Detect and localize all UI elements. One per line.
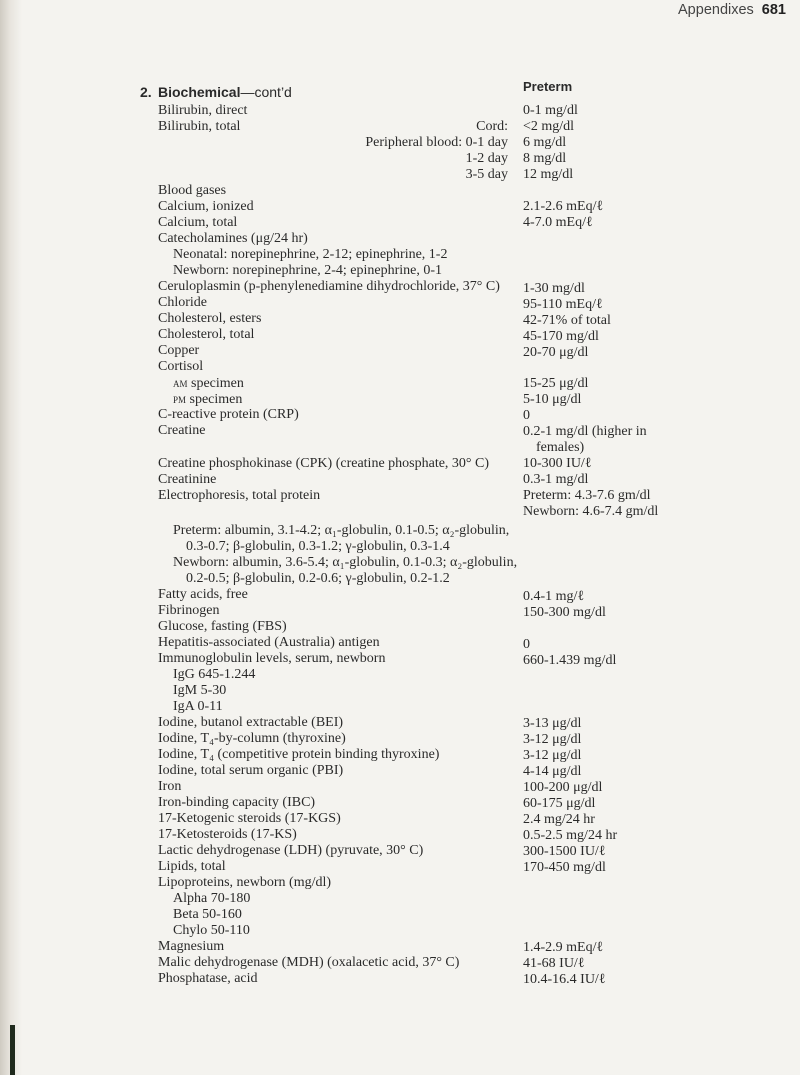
row-value: 0 xyxy=(523,637,530,652)
row-value: 100-200 μg/dl xyxy=(523,780,603,795)
row-label: Neonatal: norepinephrine, 2-12; epinephrine, 1-2 xyxy=(173,247,448,262)
row-label: 0.2-0.5; β-globulin, 0.2-0.6; γ-globulin, 0.2-1.2 xyxy=(186,571,450,586)
row-value-continued: females) xyxy=(536,440,585,455)
row-value: 12 mg/dl xyxy=(523,167,574,182)
row-sublabel: Peripheral blood: 0-1 day xyxy=(365,135,508,150)
row-label: Iron-binding capacity (IBC) xyxy=(158,795,316,810)
row-value: <2 mg/dl xyxy=(523,119,575,134)
binding-edge xyxy=(10,1025,15,1075)
row-label: Cholesterol, esters xyxy=(158,311,262,326)
row-label: Fibrinogen xyxy=(158,603,220,618)
row-sublabel: 1-2 day xyxy=(465,151,508,166)
row-value: 0.4-1 mg/ℓ xyxy=(523,589,585,604)
row-value: 0 xyxy=(523,408,530,423)
row-value: 20-70 μg/dl xyxy=(523,345,589,360)
row-label: Blood gases xyxy=(158,183,227,198)
row-label: Malic dehydrogenase (MDH) (oxalacetic acid, 37° C) xyxy=(158,955,460,970)
row-label-rest: specimen xyxy=(186,392,243,407)
row-label: Beta 50-160 xyxy=(173,907,242,922)
running-title: Appendixes xyxy=(678,2,754,18)
row-label: Copper xyxy=(158,343,200,358)
row-value: 3-12 μg/dl xyxy=(523,732,582,747)
row-value: 3-12 μg/dl xyxy=(523,748,582,763)
row-label-smallcaps: pm xyxy=(173,392,187,406)
row-value: 42-71% of total xyxy=(523,313,611,328)
row-label: IgG 645-1.244 xyxy=(173,667,256,682)
row-value: 95-110 mEq/ℓ xyxy=(523,297,603,312)
row-label: 17-Ketosteroids (17-KS) xyxy=(158,827,297,842)
row-label: 0.3-0.7; β-globulin, 0.3-1.2; γ-globulin, 0.3-1.4 xyxy=(186,539,450,554)
row-label: Lipoproteins, newborn (mg/dl) xyxy=(158,875,332,890)
row-label: Magnesium xyxy=(158,939,225,954)
row-label: Bilirubin, direct xyxy=(158,103,248,118)
row-label: Ceruloplasmin (p-phenylenediamine dihydrochloride, 37° C) xyxy=(158,279,500,294)
book-spine-shadow xyxy=(0,0,22,1075)
row-label: Iodine, T₄-by-column (thyroxine) xyxy=(158,731,346,746)
row-value: 4-14 μg/dl xyxy=(523,764,582,779)
row-label: Bilirubin, total xyxy=(158,119,241,134)
section-title xyxy=(158,84,292,100)
row-value: 10.4-16.4 IU/ℓ xyxy=(523,972,606,987)
row-value: 3-13 μg/dl xyxy=(523,716,582,731)
row-value: 2.1-2.6 mEq/ℓ xyxy=(523,199,604,214)
row-label: Alpha 70-180 xyxy=(173,891,251,906)
row-label: Electrophoresis, total protein xyxy=(158,488,321,503)
row-label: Iron xyxy=(158,779,182,794)
row-value-continued: Newborn: 4.6-7.4 gm/dl xyxy=(523,504,659,519)
section-title-bold: Biochemical xyxy=(158,84,241,100)
row-value: 0-1 mg/dl xyxy=(523,103,578,118)
row-label: Iodine, T₄ (competitive protein binding thyroxine) xyxy=(158,747,440,762)
row-value: 660-1.439 mg/dl xyxy=(523,653,617,668)
row-value: 1-30 mg/dl xyxy=(523,281,585,296)
section-number: 2. xyxy=(140,84,152,100)
row-value: 150-300 mg/dl xyxy=(523,605,606,620)
row-label: Immunoglobulin levels, serum, newborn xyxy=(158,651,386,666)
row-value: 41-68 IU/ℓ xyxy=(523,956,585,971)
row-label: Newborn: albumin, 3.6-5.4; α₁-globulin, 0.1-0.3; α₂-globulin, xyxy=(173,555,518,570)
row-label: Preterm: albumin, 3.1-4.2; α₁-globulin, 0.1-0.5; α₂-globulin, xyxy=(173,523,510,538)
row-value: 6 mg/dl xyxy=(523,135,567,150)
row-label: IgM 5-30 xyxy=(173,683,227,698)
row-value: 5-10 μg/dl xyxy=(523,392,582,407)
row-value: 45-170 mg/dl xyxy=(523,329,599,344)
row-label: Chloride xyxy=(158,295,207,310)
section-title-rest: —cont’d xyxy=(240,84,292,100)
row-label: Cortisol xyxy=(158,359,204,374)
row-value: 10-300 IU/ℓ xyxy=(523,456,592,471)
row-sublabel: 3-5 day xyxy=(465,167,508,182)
row-value: 60-175 μg/dl xyxy=(523,796,596,811)
row-label: Hepatitis-associated (Australia) antigen xyxy=(158,635,380,650)
column-header-preterm: Preterm xyxy=(523,79,573,94)
row-label: 17-Ketogenic steroids (17-KGS) xyxy=(158,811,341,826)
row-value: 8 mg/dl xyxy=(523,151,567,166)
row-label: Creatine xyxy=(158,423,206,438)
row-label: C-reactive protein (CRP) xyxy=(158,407,299,422)
row-label-smallcaps: am xyxy=(173,376,188,390)
row-label: Lactic dehydrogenase (LDH) (pyruvate, 30° C) xyxy=(158,843,424,858)
row-label: Iodine, butanol extractable (BEI) xyxy=(158,715,344,730)
row-label: IgA 0-11 xyxy=(173,699,223,714)
row-label: Fatty acids, free xyxy=(158,587,248,602)
row-value: 0.2-1 mg/dl (higher in xyxy=(523,424,647,439)
row-label: Iodine, total serum organic (PBI) xyxy=(158,763,344,778)
row-label: Phosphatase, acid xyxy=(158,971,258,986)
row-label xyxy=(173,375,244,392)
row-label: Creatinine xyxy=(158,472,217,487)
row-label: Calcium, total xyxy=(158,215,238,230)
row-value: 4-7.0 mEq/ℓ xyxy=(523,215,593,230)
row-label: Calcium, ionized xyxy=(158,199,254,214)
row-sublabel: Cord: xyxy=(476,119,508,134)
running-head xyxy=(678,2,786,18)
row-label xyxy=(173,391,242,408)
row-label: Newborn: norepinephrine, 2-4; epinephrine, 0-1 xyxy=(173,263,443,278)
row-value: 300-1500 IU/ℓ xyxy=(523,844,606,859)
page-number: 681 xyxy=(761,2,786,18)
row-label-rest: specimen xyxy=(187,376,244,391)
row-label: Creatine phosphokinase (CPK) (creatine phosphate, 30° C) xyxy=(158,456,490,471)
row-label: Catecholamines (μg/24 hr) xyxy=(158,231,308,246)
row-value: 170-450 mg/dl xyxy=(523,860,606,875)
row-label: Lipids, total xyxy=(158,859,226,874)
row-value: 0.3-1 mg/dl xyxy=(523,472,589,487)
row-value: Preterm: 4.3-7.6 gm/dl xyxy=(523,488,651,503)
row-label: Glucose, fasting (FBS) xyxy=(158,619,287,634)
row-label: Cholesterol, total xyxy=(158,327,255,342)
row-value: 0.5-2.5 mg/24 hr xyxy=(523,828,618,843)
row-value: 2.4 mg/24 hr xyxy=(523,812,595,827)
row-label: Chylo 50-110 xyxy=(173,923,250,938)
row-value: 1.4-2.9 mEq/ℓ xyxy=(523,940,604,955)
row-value: 15-25 μg/dl xyxy=(523,376,589,391)
